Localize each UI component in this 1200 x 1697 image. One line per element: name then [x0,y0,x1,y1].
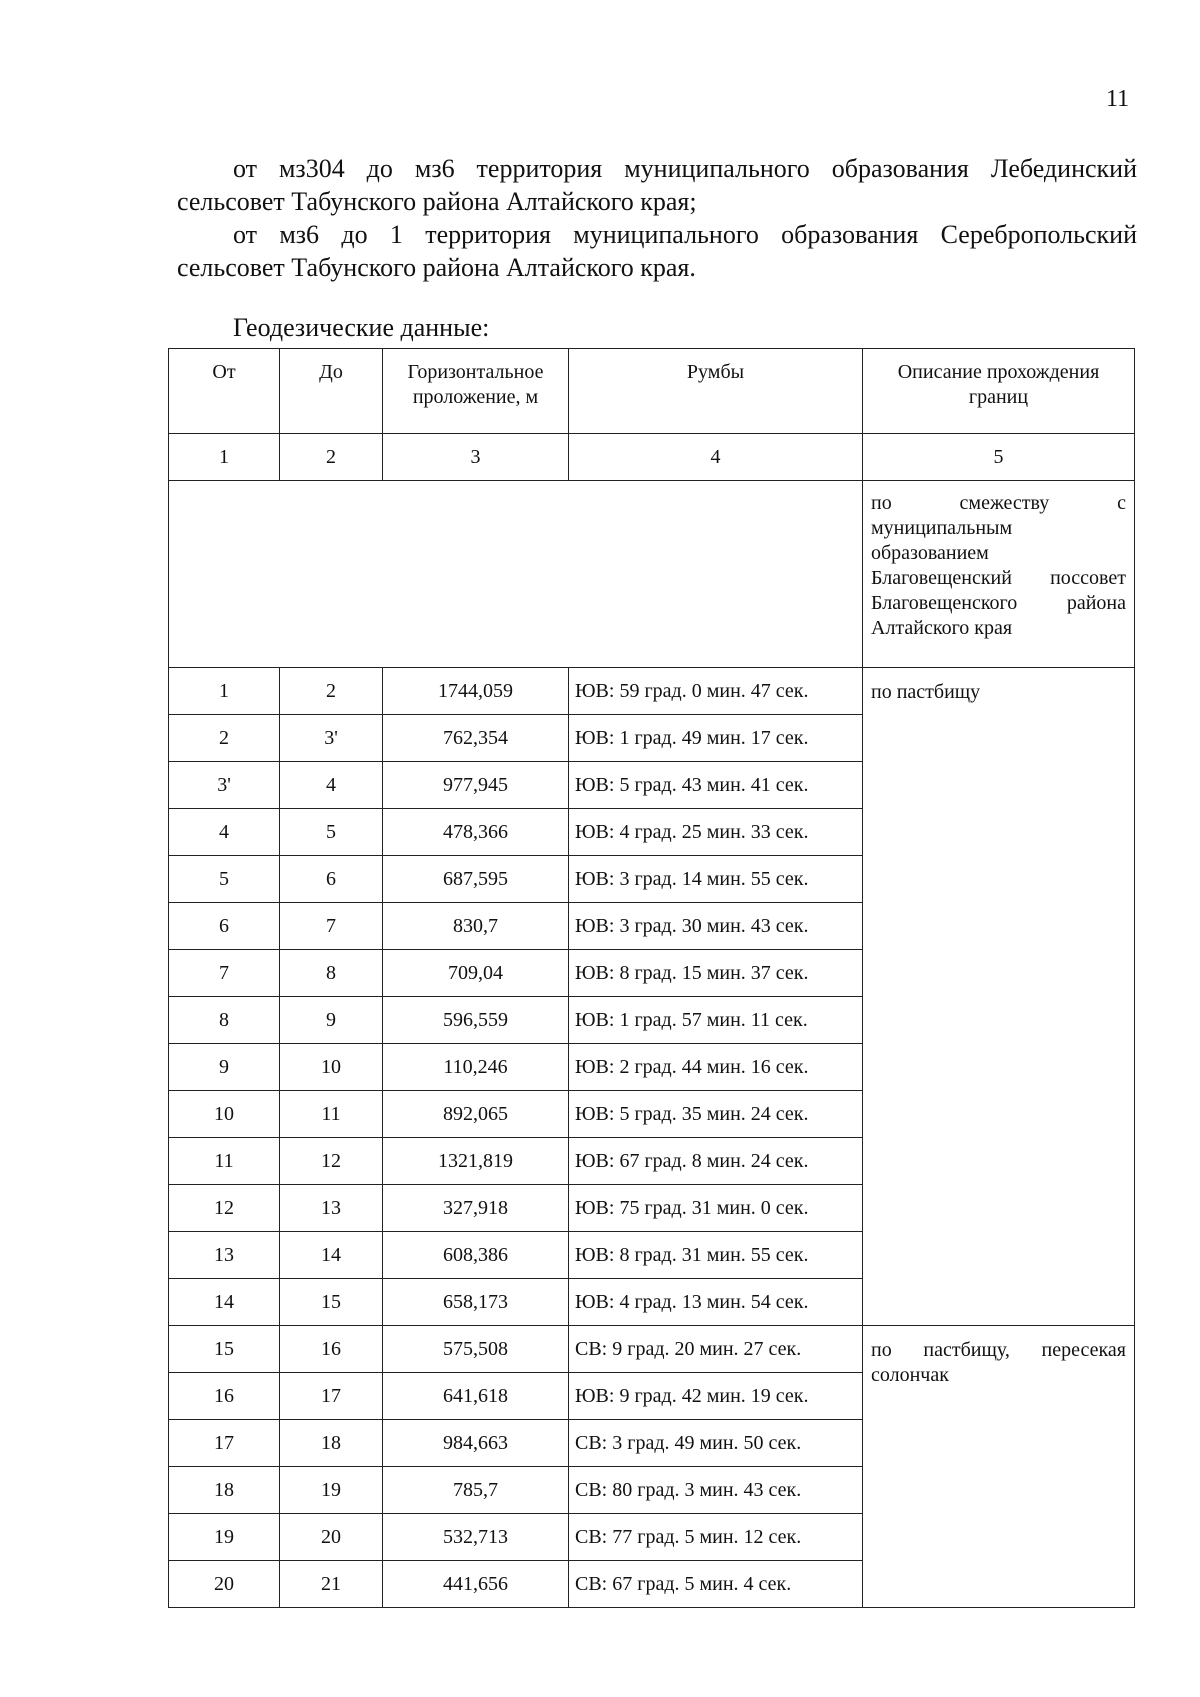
point-from-cell: 9 [169,1044,280,1091]
geodetic-data-table [168,348,1135,1608]
distance-cell: 687,595 [383,856,569,903]
distance-cell: 478,366 [383,809,569,856]
bearing-cell: ЮВ: 59 град. 0 мин. 47 сек. [569,668,863,715]
table-row [169,668,1135,715]
distance-cell: 658,173 [383,1279,569,1326]
bearing-cell: ЮВ: 1 град. 49 мин. 17 сек. [569,715,863,762]
bearing-cell: ЮВ: 2 град. 44 мин. 16 сек. [569,1044,863,1091]
distance-cell: 532,713 [383,1514,569,1561]
distance-cell: 785,7 [383,1467,569,1514]
point-to-cell: 10 [280,1044,383,1091]
point-from-cell: 15 [169,1326,280,1373]
table-row [169,1326,1135,1373]
column-number: 1 [169,434,280,481]
point-from-cell: 14 [169,1279,280,1326]
point-from-cell: 1 [169,668,280,715]
bearing-cell: СВ: 80 град. 3 мин. 43 сек. [569,1467,863,1514]
distance-cell: 327,918 [383,1185,569,1232]
distance-cell: 575,508 [383,1326,569,1373]
point-to-cell: 8 [280,950,383,997]
bearing-cell: СВ: 9 град. 20 мин. 27 сек. [569,1326,863,1373]
point-from-cell: 3' [169,762,280,809]
point-to-cell: 21 [280,1561,383,1608]
distance-cell: 762,354 [383,715,569,762]
adjacency-description: по смежеству с муниципальным образованием Благовещенский поссовет Благовещенского района Алтайского края [863,481,1135,668]
table-header-row [169,349,1135,434]
bearing-cell: СВ: 3 град. 49 мин. 50 сек. [569,1420,863,1467]
point-to-cell: 11 [280,1091,383,1138]
point-from-cell: 20 [169,1561,280,1608]
point-from-cell: 6 [169,903,280,950]
point-to-cell: 7 [280,903,383,950]
distance-cell: 641,618 [383,1373,569,1420]
header-distance: Горизонтальное проложение, м [383,349,569,434]
distance-cell: 984,663 [383,1420,569,1467]
column-number: 5 [863,434,1135,481]
point-to-cell: 5 [280,809,383,856]
point-to-cell: 18 [280,1420,383,1467]
point-from-cell: 8 [169,997,280,1044]
point-from-cell: 7 [169,950,280,997]
bearing-cell: ЮВ: 8 град. 31 мин. 55 сек. [569,1232,863,1279]
point-to-cell: 12 [280,1138,383,1185]
distance-cell: 977,945 [383,762,569,809]
bearing-cell: ЮВ: 4 град. 13 мин. 54 сек. [569,1279,863,1326]
bearing-cell: СВ: 77 град. 5 мин. 12 сек. [569,1514,863,1561]
point-to-cell: 16 [280,1326,383,1373]
paragraph-serebropolsky: от мз6 до 1 территория муниципального образования Серебропольский сельсовет Табунского района Алтайского края. [177,220,1137,282]
distance-cell: 1321,819 [383,1138,569,1185]
distance-cell: 830,7 [383,903,569,950]
bearing-cell: ЮВ: 8 град. 15 мин. 37 сек. [569,950,863,997]
adjacency-row [169,481,1135,668]
point-to-cell: 20 [280,1514,383,1561]
point-from-cell: 12 [169,1185,280,1232]
boundary-description-cell: по пастбищу [863,668,1135,1326]
point-from-cell: 19 [169,1514,280,1561]
distance-cell: 110,246 [383,1044,569,1091]
header-from: От [169,349,280,434]
point-from-cell: 18 [169,1467,280,1514]
point-to-cell: 6 [280,856,383,903]
bearing-cell: СВ: 67 град. 5 мин. 4 сек. [569,1561,863,1608]
page-number: 11 [1106,86,1130,112]
boundary-description-cell: по пастбищу, пересекая солончак [863,1326,1135,1608]
point-to-cell: 17 [280,1373,383,1420]
distance-cell: 608,386 [383,1232,569,1279]
bearing-cell: ЮВ: 75 град. 31 мин. 0 сек. [569,1185,863,1232]
point-from-cell: 5 [169,856,280,903]
point-to-cell: 9 [280,997,383,1044]
point-to-cell: 19 [280,1467,383,1514]
bearing-cell: ЮВ: 3 град. 14 мин. 55 сек. [569,856,863,903]
paragraph-lebedinsky: от мз304 до мз6 территория муниципального образования Лебединский сельсовет Табунского района Алтайского края; [177,154,1137,216]
table-caption: Геодезические данные: [233,313,490,342]
point-to-cell: 13 [280,1185,383,1232]
point-from-cell: 17 [169,1420,280,1467]
distance-cell: 1744,059 [383,668,569,715]
point-to-cell: 14 [280,1232,383,1279]
bearing-cell: ЮВ: 3 град. 30 мин. 43 сек. [569,903,863,950]
point-from-cell: 11 [169,1138,280,1185]
column-number: 4 [569,434,863,481]
point-to-cell: 15 [280,1279,383,1326]
point-from-cell: 13 [169,1232,280,1279]
point-from-cell: 16 [169,1373,280,1420]
distance-cell: 892,065 [383,1091,569,1138]
point-to-cell: 2 [280,668,383,715]
bearing-cell: ЮВ: 5 град. 43 мин. 41 сек. [569,762,863,809]
adjacency-empty-cell [169,481,863,668]
point-from-cell: 10 [169,1091,280,1138]
column-number-row [169,434,1135,481]
point-from-cell: 4 [169,809,280,856]
bearing-cell: ЮВ: 4 град. 25 мин. 33 сек. [569,809,863,856]
header-bearing: Румбы [569,349,863,434]
bearing-cell: ЮВ: 67 град. 8 мин. 24 сек. [569,1138,863,1185]
point-to-cell: 3' [280,715,383,762]
column-number: 2 [280,434,383,481]
bearing-cell: ЮВ: 5 град. 35 мин. 24 сек. [569,1091,863,1138]
point-from-cell: 2 [169,715,280,762]
bearing-cell: ЮВ: 9 град. 42 мин. 19 сек. [569,1373,863,1420]
point-to-cell: 4 [280,762,383,809]
header-description: Описание прохождения границ [863,349,1135,434]
column-number: 3 [383,434,569,481]
distance-cell: 596,559 [383,997,569,1044]
header-to: До [280,349,383,434]
distance-cell: 441,656 [383,1561,569,1608]
distance-cell: 709,04 [383,950,569,997]
bearing-cell: ЮВ: 1 град. 57 мин. 11 сек. [569,997,863,1044]
